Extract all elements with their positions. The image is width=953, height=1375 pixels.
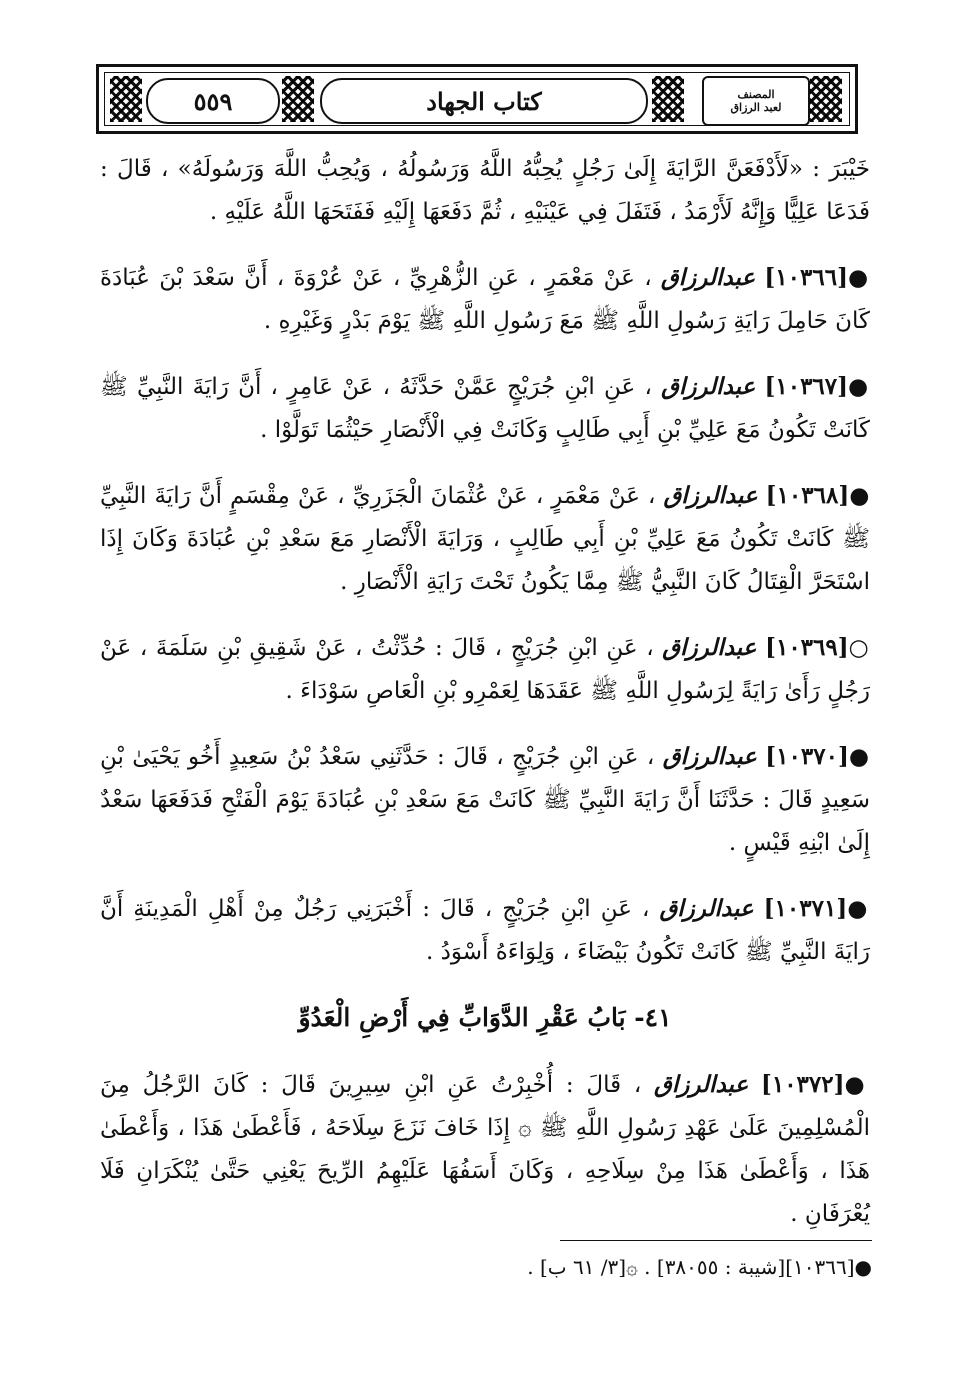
paragraph-continuation: [100, 148, 870, 234]
bullet-icon: ●: [847, 895, 870, 922]
hadith-number: [١٠٣٦٦]: [764, 264, 848, 291]
ornament-icon: [110, 76, 142, 122]
bullet-icon: ○: [848, 634, 871, 661]
hadith-text: ، عَنِ ابْنِ جُرَيْجٍ عَمَّنْ حَدَّثَهُ ، عَنْ عَامِرٍ ، أَنَّ رَايَةَ النَّبِيِّ ﷺ كَانَتْ تَكُونُ مَعَ عَلِيِّ بْنِ أَبِي طَالِبٍ وَكَانَتْ فِي الْأَنْصَارِ حَيْثُمَا تَوَلَّوْا .: [100, 374, 870, 443]
hadith-source: عبدالرزاق: [662, 743, 757, 770]
logo-line-2: لعبد الرزاق: [730, 101, 782, 114]
hadith-text: ، قَالَ : أُخْبِرْتُ عَنِ ابْنِ سِيرِينَ قَالَ : كَانَ الرَّجُلُ مِنَ الْمُسْلِمِينَ عَلَىٰ عَهْدِ رَسُولِ اللَّهِ ﷺ ۞ إِذَا خَافَ نَزَعَ سِلَاحَهُ ، فَأَعْطَىٰ هَذَا ، وَأَعْطَىٰ هَذَا ، وَأَعْطَىٰ هَذَا مِنْ سِلَاحِهِ ، وَكَانَ أَسَفُهَا عَلَيْهِمُ الرِّيحَ يَعْنِي حَتَّىٰ يُنْكَرَانِ فَلَا يُعْرَفَانِ .: [100, 1072, 870, 1227]
hadith-10367: [100, 365, 870, 452]
hadith-source: عبدالرزاق: [654, 1071, 749, 1098]
book-logo: [702, 76, 810, 126]
ornament-icon: [282, 76, 314, 122]
hadith-10371: [100, 887, 870, 974]
hadith-10368: [100, 474, 870, 604]
paragraph-text: خَيْبَرَ : «لَأَدْفَعَنَّ الرَّايَةَ إِلَىٰ رَجُلٍ يُحِبُّهُ اللَّهُ وَرَسُولُهُ ، وَيُحِبُّ اللَّهَ وَرَسُولَهُ» ، قَالَ : فَدَعَا عَلِيًّا وَإِنَّهُ لَأَرْمَدُ ، فَتَفَلَ فِي عَيْنَيْهِ ، ثُمَّ دَفَعَهَا إِلَيْهِ فَفَتَحَهَا اللَّهُ عَلَيْهِ .: [100, 156, 870, 225]
ornament-icon: [652, 76, 684, 122]
chapter-heading: ٤١- بَابُ عَقْرِ الدَّوَابِّ فِي أَرْضِ الْعَدُوِّ: [298, 1003, 672, 1032]
hadith-text: ، عَنْ مَعْمَرٍ ، عَنْ عُثْمَانَ الْجَزَرِيِّ ، عَنْ مِقْسَمٍ أَنَّ رَايَةَ النَّبِيِّ ﷺ كَانَتْ تَكُونُ مَعَ عَلِيِّ بْنِ أَبِي طَالِبٍ ، وَرَايَةَ الْأَنْصَارِ مَعَ سَعْدِ بْنِ عُبَادَةَ وَكَانَ إِذَا اسْتَحَرَّ الْقِتَالُ كَانَ النَّبِيُّ ﷺ مِمَّا يَكُونُ تَحْتَ رَايَةِ الْأَنْصَارِ .: [100, 483, 870, 595]
hadith-source: عبدالرزاق: [662, 634, 757, 661]
hadith-number: [١٠٣٦٩]: [765, 634, 849, 661]
page-number: ٥٥٩: [146, 78, 280, 124]
bullet-icon: ●: [848, 373, 871, 400]
ornament-icon: [810, 76, 842, 122]
book-title: كتاب الجهاد: [320, 78, 648, 124]
hadith-source: عبدالرزاق: [659, 895, 754, 922]
hadith-source: عبدالرزاق: [661, 373, 756, 400]
hadith-10372: [100, 1063, 870, 1236]
hadith-number: [١٠٣٦٨]: [765, 482, 850, 509]
hadith-number: [١٠٣٧١]: [763, 895, 848, 922]
hadith-number: [١٠٣٧٢]: [760, 1071, 845, 1098]
footnote-divider: [560, 1240, 872, 1241]
bullet-icon: ●: [844, 1071, 871, 1098]
hadith-10366: [100, 256, 870, 343]
bullet-icon: ●: [849, 482, 871, 509]
hadith-source: عبدالرزاق: [663, 482, 758, 509]
footnote: ●[١٠٣٦٦][شيبة : ٣٨٠٥٥] . ۞[٣/ ٦١ ب] .: [527, 1255, 872, 1279]
hadith-number: [١٠٣٧٠]: [765, 743, 849, 770]
bullet-icon: ●: [847, 264, 870, 291]
hadith-number: [١٠٣٦٧]: [764, 373, 849, 400]
hadith-source: عبدالرزاق: [660, 264, 756, 291]
logo-line-1: المصنف: [737, 88, 775, 101]
bullet-icon: ●: [848, 743, 870, 770]
hadith-text: ، عَنِ ابْنِ جُرَيْجٍ ، قَالَ : أَخْبَرَنِي رَجُلٌ مِنْ أَهْلِ الْمَدِينَةِ أَنَّ رَايَةَ النَّبِيِّ ﷺ كَانَتْ تَكُونُ بَيْضَاءَ ، وَلِوَاءَهُ أَسْوَدُ .: [100, 896, 870, 965]
hadith-text: ، عَنْ مَعْمَرٍ ، عَنِ الزُّهْرِيِّ ، عَنْ عُرْوَةَ ، أَنَّ سَعْدَ بْنَ عُبَادَةَ كَانَ حَامِلَ رَايَةِ رَسُولِ اللَّهِ ﷺ مَعَ رَسُولِ اللَّهِ ﷺ يَوْمَ بَدْرٍ وَغَيْرِهِ .: [100, 265, 870, 334]
hadith-10369: [100, 626, 870, 713]
hadith-text: ، عَنِ ابْنِ جُرَيْجٍ ، قَالَ : حَدَّثَنِي سَعْدُ بْنُ سَعِيدٍ أَخُو يَحْيَىٰ بْنِ سَعِيدٍ قَالَ : حَدَّثَنَا أَنَّ رَايَةَ النَّبِيِّ ﷺ كَانَتْ مَعَ سَعْدِ بْنِ عُبَادَةَ يَوْمَ الْفَتْحِ فَدَفَعَهَا سَعْدٌ إِلَىٰ ابْنِهِ قَيْسٍ .: [100, 744, 870, 856]
page-body: [100, 148, 870, 1258]
page-header: [96, 64, 858, 134]
hadith-10370: [100, 735, 870, 865]
hadith-text: ، عَنِ ابْنِ جُرَيْجٍ ، قَالَ : حُدِّثْتُ ، عَنْ شَقِيقِ بْنِ سَلَمَةَ ، عَنْ رَجُلٍ رَأَىٰ رَايَةً لِرَسُولِ اللَّهِ ﷺ عَقَدَهَا لِعَمْرِو بْنِ الْعَاصِ سَوْدَاءَ .: [100, 635, 870, 704]
